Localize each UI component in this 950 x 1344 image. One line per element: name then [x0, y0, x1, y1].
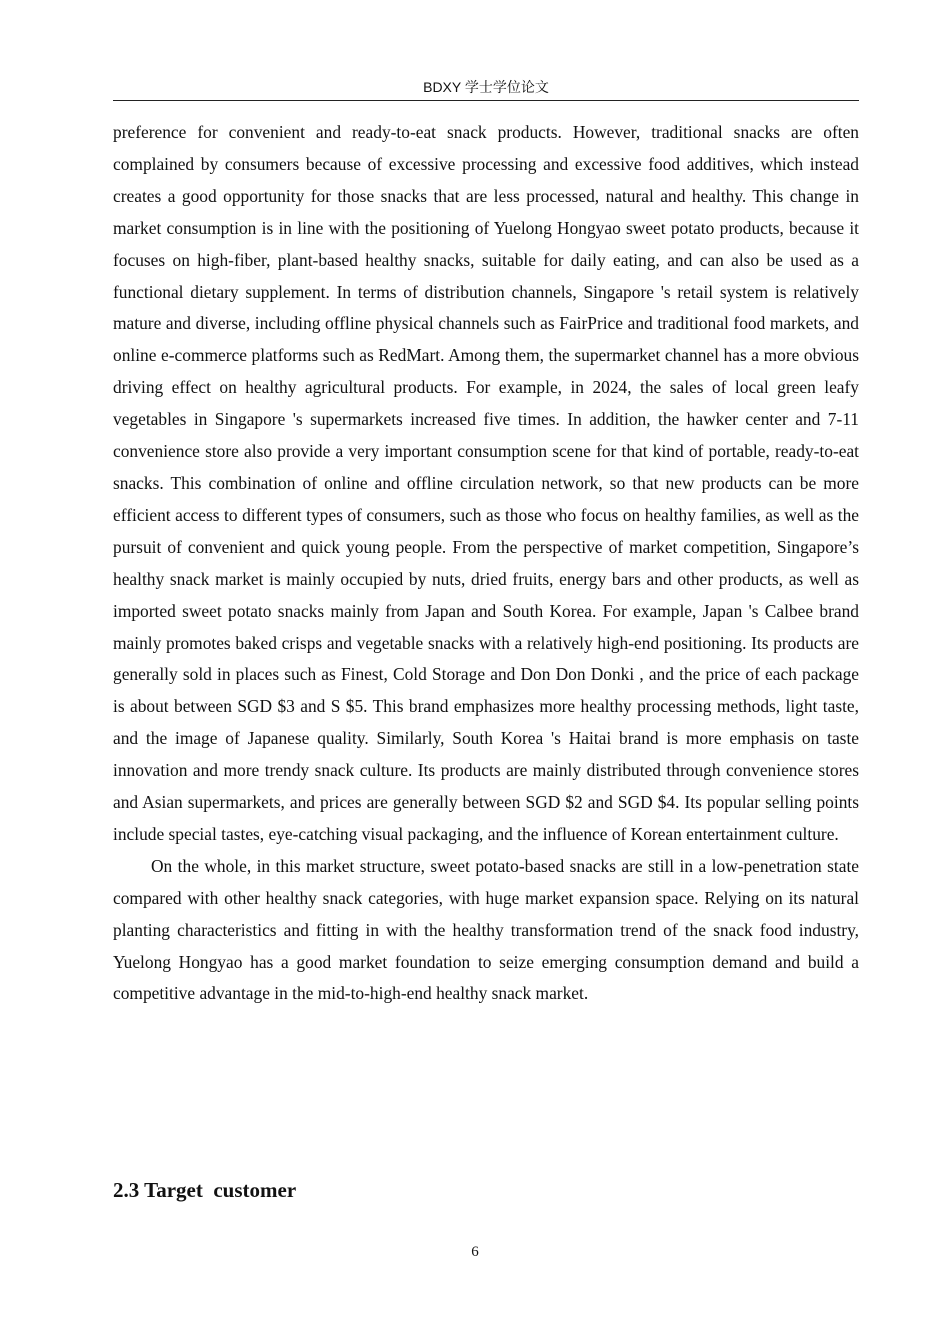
paragraph-market-channels-competition: preference for convenient and ready-to-eat snack products. However, traditional snacks are often complained by consumers because of excessive processing and excessive food additives, which instead creates a good opportunity for those snacks that are less processed, natural and healthy. This change in market consumption is in line with the positioning of Yuelong Hongyao sweet potato products, because it focuses on high-fiber, plant-based healthy snacks, suitable for daily eating, and can also be used as a functional dietary supplement. In terms of distribution channels, Singapore 's retail system is relatively mature and diverse, including offline physical channels such as FairPrice and traditional food markets, and online e-commerce platforms such as RedMart. Among them, the supermarket channel has a more obvious driving effect on healthy agricultural products. For example, in 2024, the sales of local green leafy vegetables in Singapore 's supermarkets increased five times. In addition, the hawker center and 7-11 convenience store also provide a very important consumption scene for that kind of portable, ready-to-eat snacks. This combination of online and offline circulation network, so that new products can be more efficient access to different types of consumers, such as those who focus on healthy families, as well as the pursuit of convenient and quick young people. From the perspective of market competition, Singapore’s healthy snack market is mainly occupied by nuts, dried fruits, energy bars and other products, as well as imported sweet potato snacks mainly from Japan and South Korea. For example, Japan 's Calbee brand mainly promotes baked crisps and vegetable snacks with a relatively high-end positioning. Its products are generally sold in places such as Finest, Cold Storage and Don Don Donki , and the price of each package is about between SGD $3 and S $5. This brand emphasizes more healthy processing methods, light taste, and the image of Japanese quality. Similarly, South Korea 's Haitai brand is more emphasis on taste innovation and more trendy snack culture. Its products are mainly distributed through convenience stores and Asian supermarkets, and prices are generally between SGD $2 and SGD $4. Its popular selling points include special tastes, eye-catching visual packaging, and the influence of Korean entertainment culture. [113, 122, 859, 844]
running-header: BDXY 学士学位论文 [423, 79, 549, 95]
header-rule [113, 100, 859, 101]
section-heading: 2.3 Target customer [113, 1178, 297, 1202]
page-number: 6 [471, 1244, 479, 1260]
paragraph-market-conclusion: On the whole, in this market structure, sweet potato-based snacks are still in a low-penetration state compared with other healthy snack categories, with huge market expansion space. Relying on its natural planting characteristics and fitting in with the healthy transformation trend of the snack food industry, Yuelong Hongyao has a good market foundation to seize emerging consumption demand and build a competitive advantage in the mid-to-high-end healthy snack market. [113, 855, 859, 1004]
body-text [113, 117, 859, 1010]
